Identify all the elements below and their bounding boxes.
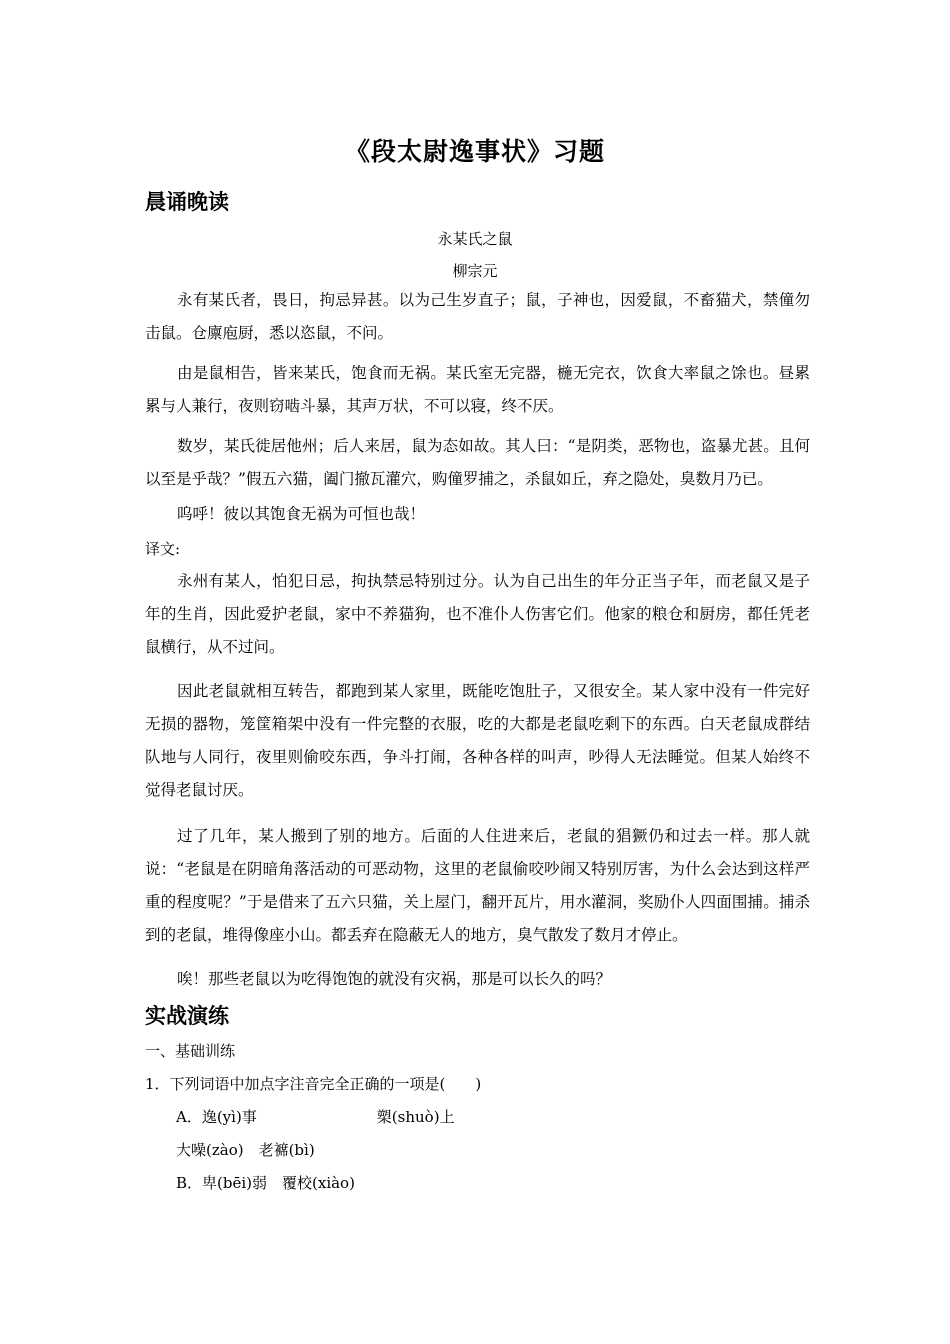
translation-paragraph-3: 过了几年，某人搬到了别的地方。后面的人住进来后，老鼠的猖獗仍和过去一样。那人就说：“老鼠是在阴暗角落活动的可恶动物，这里的老鼠偷咬吵闹又特别厉害，为什么会达到这样严重的程度呢？”于是借来了五六只猫，关上屋门，翻开瓦片，用水灌洞，奖励仆人四面围捕。捕杀到的老鼠，堆得像座小山。都丢弃在隐蔽无人的地方，臭气散发了数月才停止。 bbox=[145, 827, 810, 944]
original-paragraph-3: 数岁，某氏徙居他州；后人来居，鼠为态如故。其人曰：“是阴类，恶物也，盗暴尤甚。且何以至是乎哉？”假五六猫，阖门撤瓦灌穴，购僮罗捕之，杀鼠如丘，弃之隐处，臭数月乃已。 bbox=[145, 437, 810, 488]
original-paragraph-4: 呜呼！彼以其饱食无祸为可恒也哉！ bbox=[177, 505, 426, 523]
option-b: B．卑(bēi)弱 覆校(xiào) bbox=[176, 1174, 355, 1192]
translation-paragraph-2: 因此老鼠就相互转告，都跑到某人家里，既能吃饱肚子，又很安全。某人家中没有一件完好无损的器物，笼筐箱架中没有一件完整的衣服，吃的大都是老鼠吃剩下的东西。白天老鼠成群结队地与人同行，夜里则偷咬东西，争斗打闹，各种各样的叫声，吵得人无法睡觉。但某人始终不觉得老鼠讨厌。 bbox=[145, 682, 810, 799]
original-paragraph-2: 由是鼠相告，皆来某氏，饱食而无祸。某氏室无完器，椸无完衣，饮食大率鼠之馀也。昼累累与人兼行，夜则窃啮斗暴，其声万状，不可以寝，终不厌。 bbox=[145, 364, 810, 415]
story-author: 柳宗元 bbox=[452, 262, 498, 280]
translation-paragraph-1: 永州有某人，怕犯日忌，拘执禁忌特别过分。认为自己出生的年分正当子年，而老鼠又是子年的生肖，因此爱护老鼠，家中不养猫狗，也不准仆人伤害它们。他家的粮仓和厨房，都任凭老鼠横行，从不过问。 bbox=[145, 572, 810, 656]
section-heading-morning-reading: 晨诵晚读 bbox=[145, 189, 229, 214]
option-a-line-2: 大噪(zào) 老褯(bì) bbox=[176, 1141, 315, 1159]
original-paragraph-1: 永有某氏者，畏日，拘忌异甚。以为己生岁直子；鼠，子神也，因爱鼠，不畜猫犬，禁僮勿击鼠。仓廪庖厨，悉以恣鼠，不问。 bbox=[145, 291, 810, 342]
subsection-basic-training: 一、基础训练 bbox=[145, 1042, 236, 1060]
question-1: 1．下列词语中加点字注音完全正确的一项是( ) bbox=[145, 1075, 482, 1093]
option-a-line-1: A．逸(yì)事 槊(shuò)上 bbox=[176, 1108, 455, 1126]
story-title: 永某氏之鼠 bbox=[437, 230, 513, 248]
section-heading-practice: 实战演练 bbox=[145, 1003, 229, 1028]
translation-label: 译文: bbox=[145, 540, 181, 558]
document-title: 《段太尉逸事状》习题 bbox=[344, 137, 605, 166]
translation-paragraph-4: 唉！那些老鼠以为吃得饱饱的就没有灾祸，那是可以长久的吗？ bbox=[177, 970, 612, 988]
